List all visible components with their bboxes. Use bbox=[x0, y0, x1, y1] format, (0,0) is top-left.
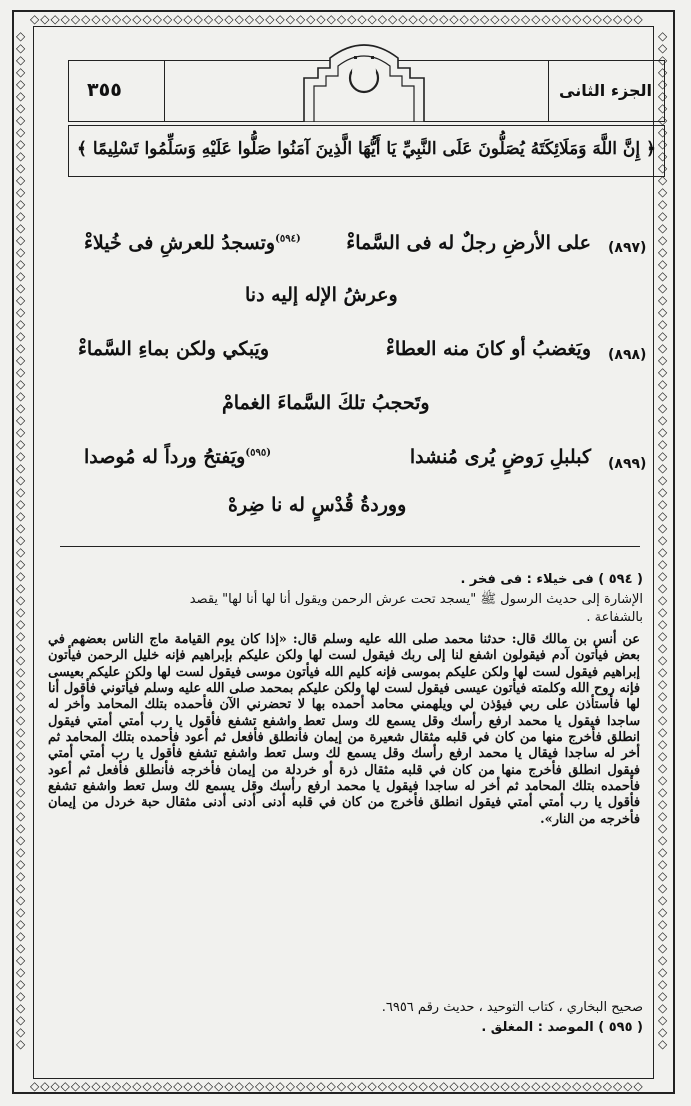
quran-verse: ﴿ إِنَّ اللَّهَ وَمَلَائِكَتَهُ يُصَلُّونَ عَلَى النَّبِيِّ يَا أَيُّهَا الَّذِينَ آمَنُوا صَلُّوا عَلَيْهِ وَسَلِّمُوا تَسْلِيمًا ﴾ bbox=[76, 139, 657, 159]
verse-897-right-hemistich: على الأرضِ رجلٌ له فى السَّماءْ bbox=[346, 232, 591, 254]
footnote-ref-595: (٥٩٥) bbox=[245, 447, 271, 459]
footnote-separator bbox=[60, 546, 640, 547]
ornament-chain-left: ◇◇◇◇◇◇◇◇◇◇◇◇◇◇◇◇◇◇◇◇◇◇◇◇◇◇◇◇◇◇◇◇◇◇◇◇◇◇◇◇◇◇◇◇◇◇◇◇◇◇◇◇◇◇◇◇◇◇◇◇◇◇◇◇◇◇◇◇◇◇◇◇◇◇◇◇◇◇◇◇◇◇◇◇◇ bbox=[16, 30, 27, 1051]
verse-number-899: (٨٩٩) bbox=[608, 456, 647, 472]
footnote-594-title: ( ٥٩٤ ) فى خيلاء : فى فخر . bbox=[460, 572, 643, 587]
verse-899-left-hemistich: $^{(٥٩٥)}$ويَفتحُ ورداً له مُوصدا bbox=[84, 446, 271, 468]
footnote-594-line-2: الإشارة إلى حديث الرسول ﷺ "يسجد تحت عرش الرحمن ويقول أنا لها أنا لها" يقصد bbox=[189, 592, 643, 607]
ornament-chain-bottom: ◇◇◇◇◇◇◇◇◇◇◇◇◇◇◇◇◇◇◇◇◇◇◇◇◇◇◇◇◇◇◇◇◇◇◇◇◇◇◇◇◇◇◇◇◇◇◇◇◇◇◇◇◇◇◇◇◇◇◇◇ bbox=[30, 1080, 644, 1092]
verse-number-898: (٨٩٨) bbox=[608, 347, 647, 363]
verse-number-897: (٨٩٧) bbox=[608, 240, 647, 256]
ornament-chain-top: ◇◇◇◇◇◇◇◇◇◇◇◇◇◇◇◇◇◇◇◇◇◇◇◇◇◇◇◇◇◇◇◇◇◇◇◇◇◇◇◇◇◇◇◇◇◇◇◇◇◇◇◇◇◇◇◇◇◇◇◇ bbox=[30, 13, 644, 25]
inner-border bbox=[33, 26, 654, 1079]
footnote-ref-594: (٥٩٤) bbox=[275, 233, 301, 245]
page-number-cell bbox=[69, 61, 165, 121]
footnote-595: ( ٥٩٥ ) الموصد : المغلق . bbox=[481, 1020, 643, 1035]
verse-897-left-hemistich: $^{(٥٩٤)}$وتسجدُ للعرشِ فى خُيلاءْ bbox=[84, 232, 301, 254]
verse-898-left-hemistich: ويَبكي ولكن بماءِ السَّماءْ bbox=[78, 338, 270, 360]
hadith-source: صحيح البخاري ، كتاب التوحيد ، حديث رقم ٦٩٥٦. bbox=[381, 1000, 643, 1015]
verse-899-centered-line: ووردةُ قُدْسٍ له نا ضِرهْ bbox=[228, 494, 407, 516]
verse-898-right-hemistich: ويَغضبُ أو كانَ منه العطاءْ bbox=[385, 338, 591, 360]
footnote-594-line-3: بالشفاعة . bbox=[586, 610, 643, 625]
verse-898-centered-line: وتَحجبُ تلكَ السَّماءَ الغمامْ bbox=[222, 392, 430, 414]
verse-899-right-hemistich: كبلبلِ رَوضٍ يُرى مُنشدا bbox=[409, 446, 591, 468]
hadith-text: عن أنس بن مالك قال: حدثنا محمد صلى الله عليه وسلم قال: «إذا كان يوم القيامة ماج الناس بعضهم في بعض فيأتون آدم فيقولون اشفع لنا إلى ربك فيقول لست لها ولكن عليكم بإبراهيم فإنه خليل الرحمن فيأتون إبراهيم فيقول لست لها ولكن عليكم بموسى فإنه كليم الله فيأتون موسى فيقول لست لها ولكن عليكم بعيسى فإنه روح الله وكلمته فيأتون عيسى فيقول لست لها ولكن عليكم بمحمد صلى الله عليه وسلم فيأتوني فأقول أنا لها فأستأذن على ربي فيؤذن لي ويلهمني محامد أحمده بها لا تحضرني الآن فأحمده بتلك المحامد وأخر له ساجدا فيقول يا محمد ارفع رأسك وقل يسمع لك وسل تعط واشفع تشفع فأقول يا رب أمتي أمتي فيقول انطلق فأخرج منها من كان في قلبه مثقال شعيرة من إيمان فأنطلق فأفعل ثم أعود فأحمده بتلك المحامد ثم أخر له ساجدا فيقال يا محمد ارفع رأسك وقل يسمع لك وسل تعط واشفع تشفع فأقول يا رب أمتي أمتي فيقول انطلق فأخرج منها من كان في قلبه مثقال ذرة أو خردلة من إيمان فأخرجه فأنطلق فأفعل ثم أعود فأحمده بتلك المحامد ثم أخر له ساجدا فيقول يا محمد ارفع رأسك وقل يسمع لك وسل تعط واشفع تشفع فأقول يا رب أمتي أمتي فيقول انطلق فأخرج من كان في قلبه أدنى أدنى أدنى مثقال حبة خردل من إيمان فأخرجه من النار». bbox=[48, 632, 640, 827]
page-number: ٣٥٥ bbox=[87, 79, 122, 101]
ornament-chain-right: ◇◇◇◇◇◇◇◇◇◇◇◇◇◇◇◇◇◇◇◇◇◇◇◇◇◇◇◇◇◇◇◇◇◇◇◇◇◇◇◇◇◇◇◇◇◇◇◇◇◇◇◇◇◇◇◇◇◇◇◇◇◇◇◇◇◇◇◇◇◇◇◇◇◇◇◇◇◇◇◇◇◇◇◇◇ bbox=[658, 30, 669, 1051]
part-title: الجزء الثانى bbox=[559, 81, 652, 100]
quran-verse-banner bbox=[68, 125, 665, 177]
crescent-arch-ornament bbox=[300, 38, 428, 122]
part-title-cell bbox=[548, 61, 664, 121]
verse-897-centered-line: وعرشُ الإله إليه دنا bbox=[245, 284, 398, 306]
